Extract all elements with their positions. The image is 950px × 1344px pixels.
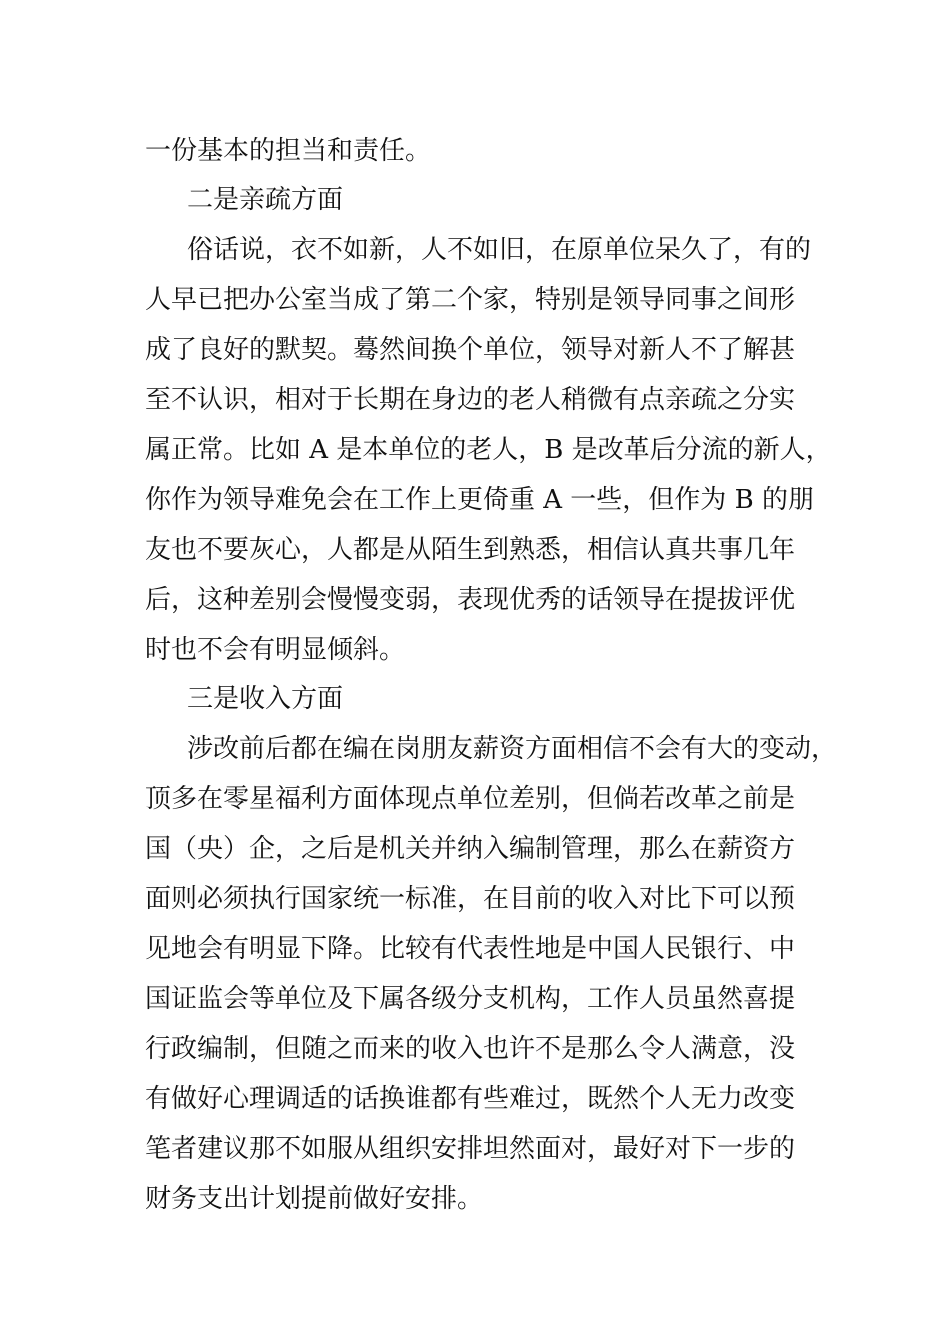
text-line: 国证监会等单位及下属各级分支机构，工作人员虽然喜提 [145,984,796,1014]
text-line: 俗话说，衣不如新，人不如旧，在原单位呆久了，有的 [187,235,812,265]
text-line: 成了良好的默契。蓦然间换个单位，领导对新人不了解甚 [145,335,796,365]
text-line: 你作为领导难免会在工作上更倚重 A 一些，但作为 B 的朋 [145,485,814,515]
text-line: 见地会有明显下降。比较有代表性地是中国人民银行、中 [145,934,796,964]
text-line: 国（央）企，之后是机关并纳入编制管理，那么在薪资方 [145,834,796,864]
text-line: 笔者建议那不如服从组织安排坦然面对，最好对下一步的 [145,1134,796,1164]
text-line: 面则必须执行国家统一标准，在目前的收入对比下可以预 [145,884,796,914]
text-line: 顶多在零星福利方面体现点单位差别，但倘若改革之前是 [145,784,796,814]
section-heading-income: 三是收入方面 [187,684,344,714]
text-line: 有做好心理调适的话换谁都有些难过，既然个人无力改变 [145,1084,796,1114]
text-line: 人早已把办公室当成了第二个家，特别是领导同事之间形 [145,285,796,315]
text-line: 后，这种差别会慢慢变弱，表现优秀的话领导在提拔评优 [145,585,796,615]
text-line: 财务支出计划提前做好安排。 [145,1184,484,1214]
text-line: 一份基本的担当和责任。 [145,136,432,166]
text-line: 时也不会有明显倾斜。 [145,635,406,665]
text-line: 涉改前后都在编在岗朋友薪资方面相信不会有大的变动， [187,734,838,764]
section-heading-closeness: 二是亲疏方面 [187,185,344,215]
text-line: 友也不要灰心，人都是从陌生到熟悉，相信认真共事几年 [145,535,796,565]
text-line: 行政编制，但随之而来的收入也许不是那么令人满意，没 [145,1034,796,1064]
text-line: 属正常。比如 A 是本单位的老人，B 是改革后分流的新人， [145,435,832,465]
text-line: 至不认识，相对于长期在身边的老人稍微有点亲疏之分实 [145,385,796,415]
